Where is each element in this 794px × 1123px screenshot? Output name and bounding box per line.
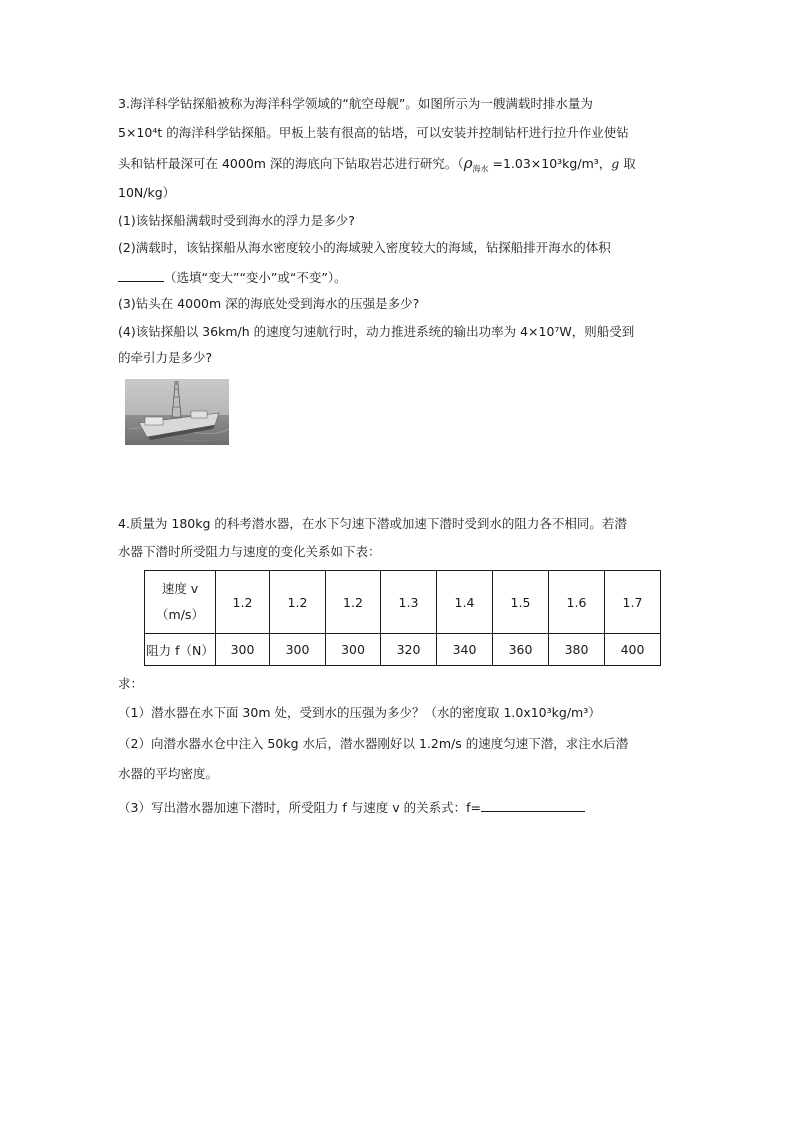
answer-blank (481, 798, 585, 812)
q3-subquestion-2-options: （选填“变大”“变小”或“不变”）。 (164, 270, 347, 285)
q3-line-3-tail: 取 (619, 156, 636, 171)
force-cell: 320 (381, 634, 437, 666)
q3-line-1: 3.海洋科学钻探船被称为海洋科学领域的“航空母舰”。如图所示为一艘满载时排水量为 (118, 96, 593, 111)
q4-subquestion-1: （1）潜水器在水下面 30m 处，受到水的压强为多少？（水的密度取 1.0x10³kg/m³） (118, 705, 601, 720)
speed-cell: 1.5 (493, 571, 549, 634)
speed-resistance-table (144, 570, 661, 666)
speed-cell: 1.3 (381, 571, 437, 634)
speed-header-unit: （m/s） (156, 607, 204, 622)
force-cell: 300 (270, 634, 326, 666)
q4-line-2: 水器下潜时所受阻力与速度的变化关系如下表： (118, 544, 381, 559)
q3-line-4: 10N/kg） (118, 185, 176, 200)
table-row-force (145, 634, 661, 666)
force-cell: 360 (493, 634, 549, 666)
force-header-cell: 阻力 f（N） (145, 634, 216, 666)
drilling-ship-photo (125, 379, 229, 445)
q3-line-3 (118, 155, 636, 172)
q4-subquestion-3 (118, 798, 585, 816)
speed-header-cell (145, 571, 216, 634)
q3-line-2: 5×10⁴t 的海洋科学钻探船。甲板上装有很高的钻塔，可以安装并控制钻杆进行拉升作业使钻 (118, 125, 629, 140)
force-cell: 300 (216, 634, 270, 666)
speed-cell: 1.6 (549, 571, 605, 634)
rho-symbol: ρ (463, 154, 473, 172)
speed-cell: 1.2 (270, 571, 326, 634)
table-row-speed (145, 571, 661, 634)
force-cell: 340 (437, 634, 493, 666)
q3-subquestion-2: (2)满载时，该钻探船从海水密度较小的海域驶入密度较大的海域，钻探船排开海水的体积 (118, 240, 611, 255)
q4-subquestion-2: （2）向潜水器水仓中注入 50kg 水后，潜水器刚好以 1.2m/s 的速度匀速下潜，求注水后潜 (118, 736, 629, 751)
answer-blank (118, 268, 164, 282)
q4-line-1: 4.质量为 180kg 的科考潜水器，在水下匀速下潜或加速下潜时受到水的阻力各不相同。若潜 (118, 516, 627, 531)
q3-subquestion-4: (4)该钻探船以 36km/h 的速度匀速航行时，动力推进系统的输出功率为 4×10⁷W，则船受到 (118, 324, 635, 339)
force-cell: 400 (605, 634, 661, 666)
force-cell: 380 (549, 634, 605, 666)
q3-subquestion-4-cont: 的牵引力是多少? (118, 350, 213, 365)
q4-subquestion-3-text: （3）写出潜水器加速下潜时，所受阻力 f 与速度 v 的关系式：f= (118, 800, 482, 815)
q3-subquestion-1: (1)该钻探船满载时受到海水的浮力是多少? (118, 213, 355, 228)
g-symbol: g (611, 156, 620, 171)
q3-subquestion-3: (3)钻头在 4000m 深的海底处受到海水的压强是多少? (118, 296, 420, 311)
speed-cell: 1.7 (605, 571, 661, 634)
q3-line-3-text: 头和钻杆最深可在 4000m 深的海底向下钻取岩芯进行研究。（ (118, 156, 464, 171)
q4-subquestion-2-cont: 水器的平均密度。 (118, 766, 219, 781)
q4-ask: 求： (118, 676, 144, 691)
speed-header-label: 速度 v (161, 581, 199, 596)
speed-cell: 1.2 (326, 571, 381, 634)
seawater-density-value: =1.03×10³kg/m³， (488, 156, 612, 171)
force-cell: 300 (326, 634, 381, 666)
speed-cell: 1.2 (216, 571, 270, 634)
speed-cell: 1.4 (437, 571, 493, 634)
q3-subquestion-2-cont (118, 268, 347, 286)
rho-subscript: 海水 (472, 164, 489, 174)
